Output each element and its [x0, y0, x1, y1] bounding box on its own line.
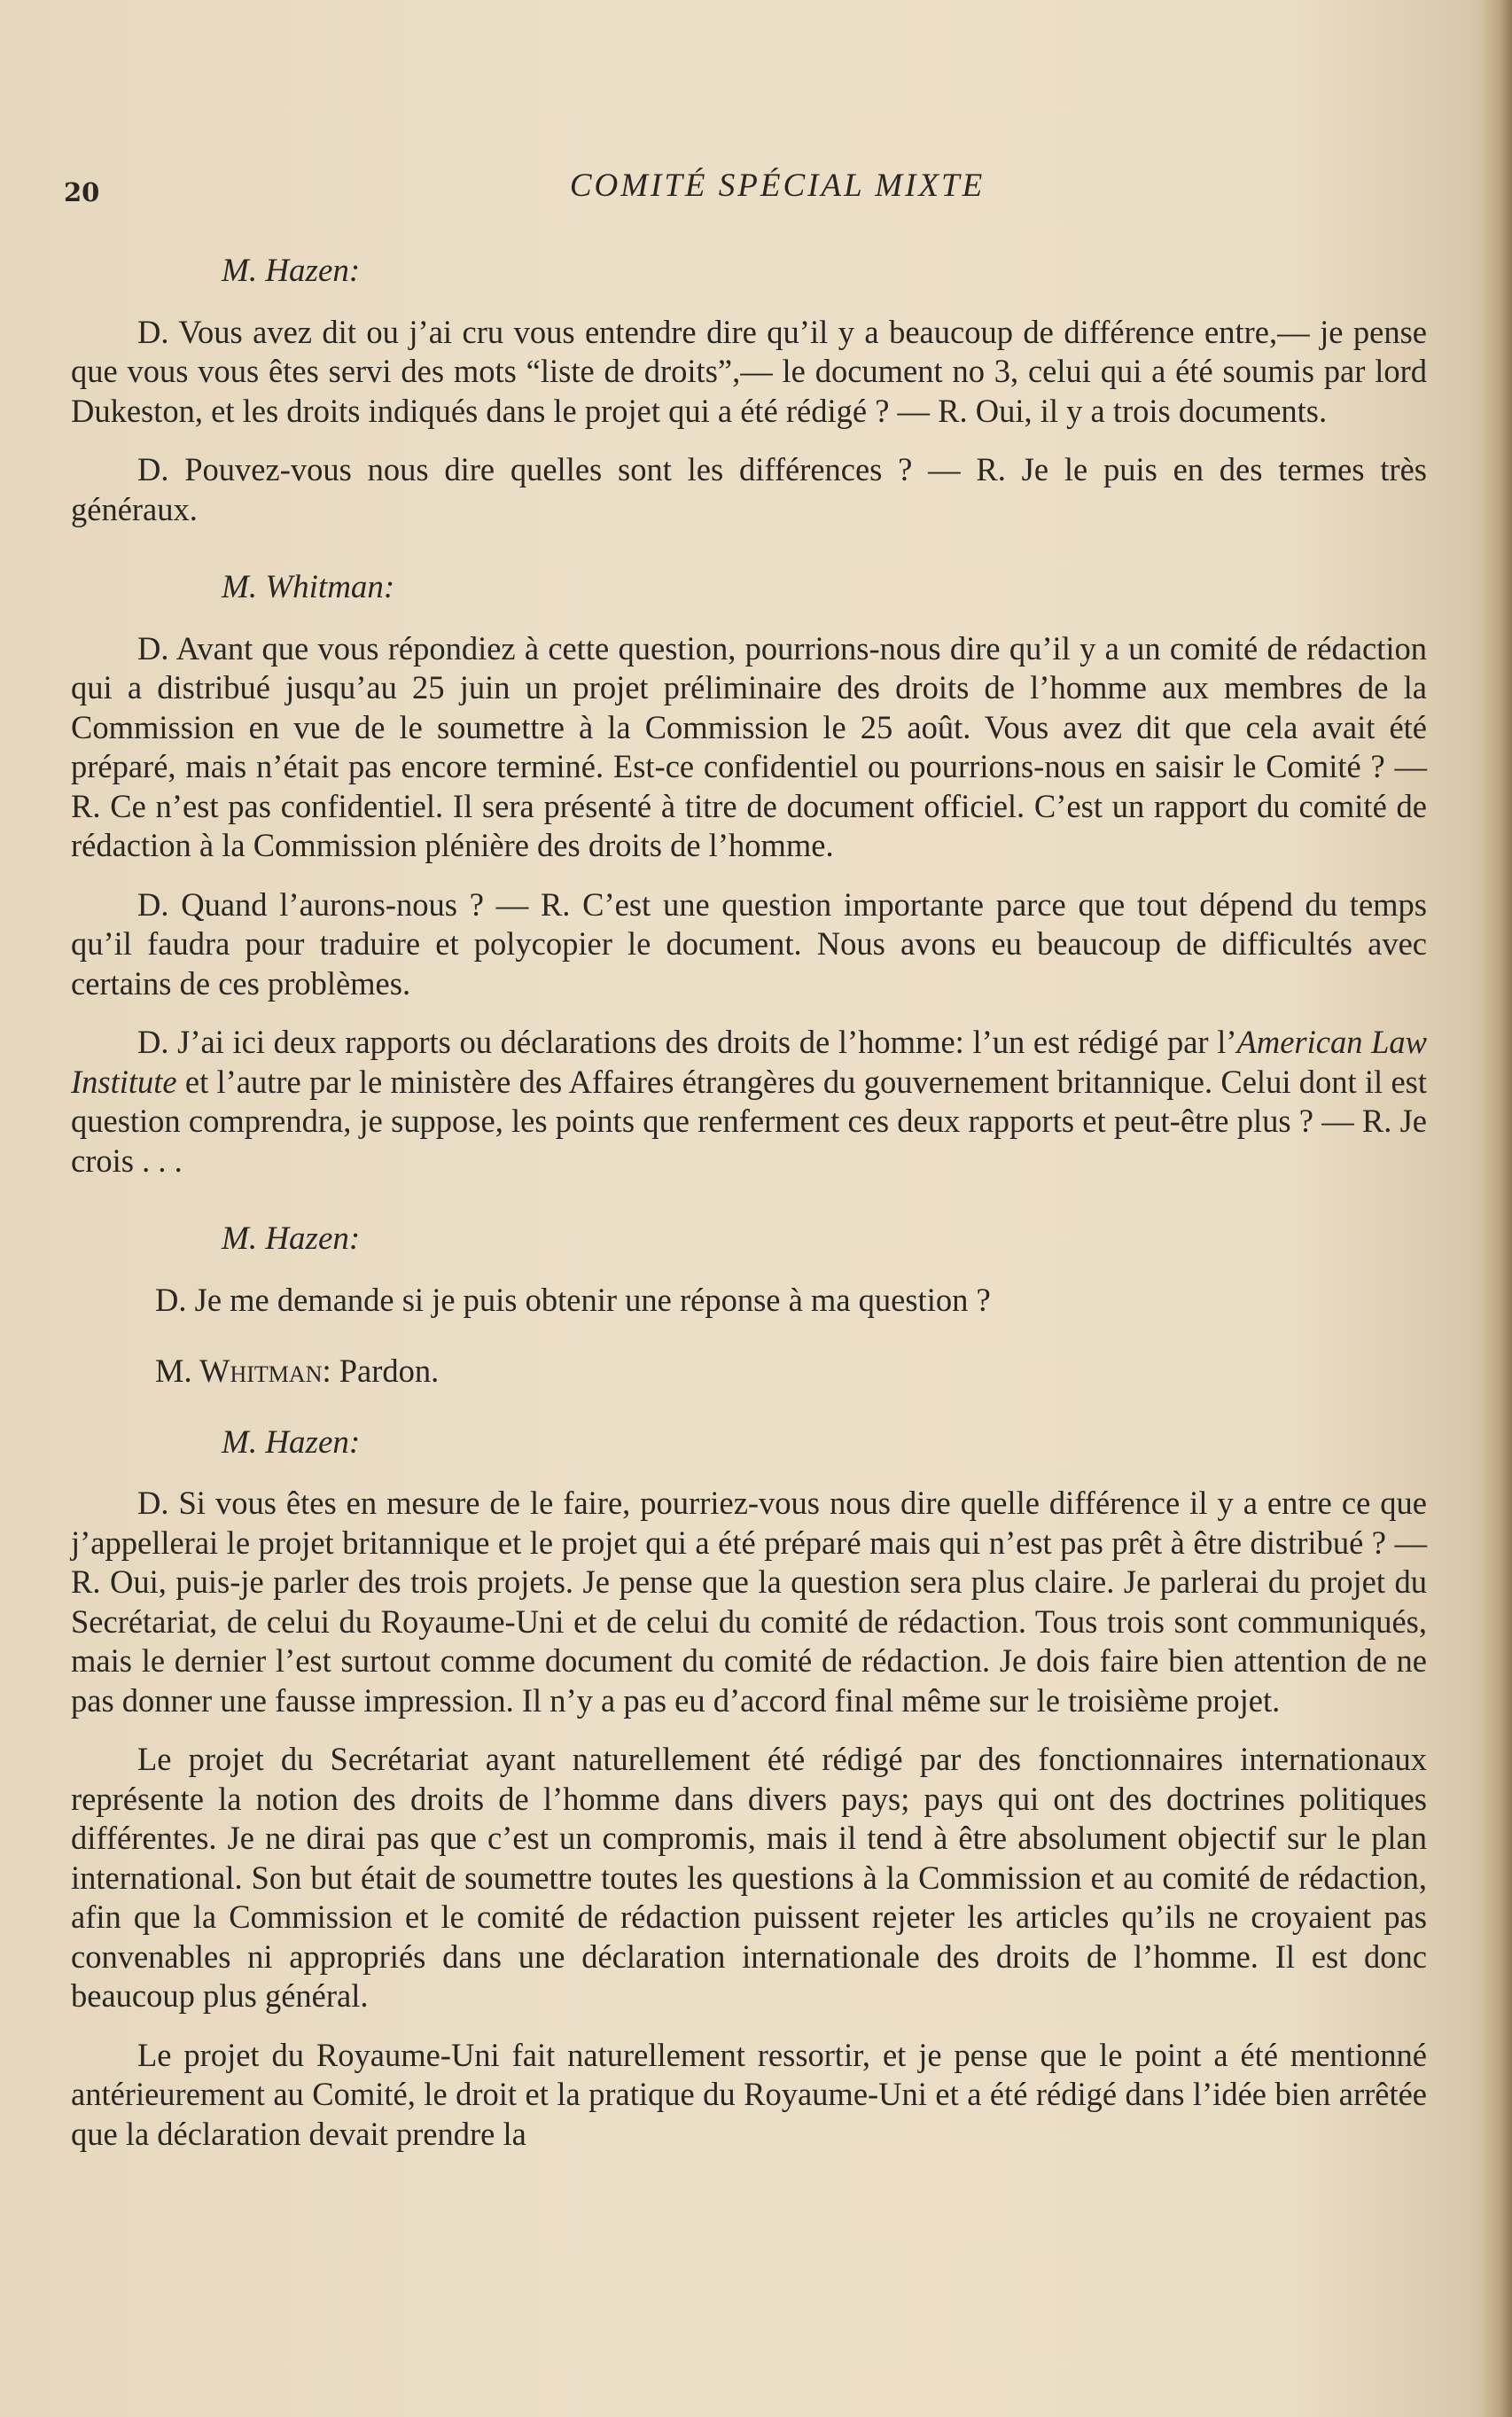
speaker-label: M. Hazen:	[222, 1220, 361, 1257]
paragraph-text: et l’autre par le ministère des Affaires étrangères du gouvernement britannique. Celui dont il est question comprendra, je suppose, les points que renferment ces deux rapports et peut-être plus ? — R. Je crois . . .	[71, 1063, 1427, 1179]
institution-name: American Law Institute	[71, 1024, 1428, 1100]
page-body	[71, 252, 1427, 2173]
paragraph: Le projet du Secrétariat ayant naturellement été rédigé par des fonctionnaires internationaux représente la notion des droits de l’homme dans divers pays; pays qui ont des doctrines politiques différentes. Je ne dirai pas que c’est un compromis, mais il tend à être absolument objectif sur le plan international. Son but était de soumettre toutes les questions à la Commission et au comité de rédaction, afin que la Commission et le comité de rédaction puissent rejeter les articles qu’ils ne croyaient pas convenables ni appropriés dans une déclaration internationale des droits de l’homme. Il est donc beaucoup plus général.	[71, 1741, 1427, 2014]
paragraph: D. Si vous êtes en mesure de le faire, pourriez-vous nous dire quelle différence il y a entre ce que j’appellerai le projet britannique et le projet qui a été préparé mais qui n’est pas prêt à être distribué ? — R. Oui, puis-je parler des trois projets. Je pense que la question sera plus claire. Je parlerai du projet du Secrétariat, de celui du Royaume-Uni et de celui du comité de rédaction. Tous trois sont communiqués, mais le dernier l’est surtout comme document du comité de rédaction. Je dois faire bien attention de ne pas donner une fausse impression. Il n’y a pas eu d’accord final même sur le troisième projet.	[71, 1485, 1427, 1719]
speaker-label: M. Whitman:	[222, 569, 395, 605]
paragraph: D. Vous avez dit ou j’ai cru vous entendre dire qu’il y a beaucoup de différence entre,— je pense que vous vous êtes servi des mots “liste de droits”,— le document no 3, celui qui a été soumis par lord Dukeston, et les droits indiqués dans le projet qui a été rédigé ? — R. Oui, il y a trois documents.	[71, 313, 1427, 429]
paragraph	[71, 1352, 1427, 1392]
page-edge	[1482, 0, 1512, 2417]
page-header	[64, 167, 1429, 211]
speaker-label: M. Hazen:	[222, 253, 361, 289]
paragraph-text: : Pardon.	[322, 1353, 440, 1389]
paragraph: D. Pouvez-vous nous dire quelles sont les différences ? — R. Je le puis en des termes très généraux.	[71, 451, 1427, 527]
speaker-name: M. Whitman	[155, 1353, 323, 1389]
paragraph: D. Avant que vous répondiez à cette question, pourrions-nous dire qu’il y a un comité de rédaction qui a distribué jusqu’au 25 juin un projet préliminaire des droits de l’homme aux membres de la Commission en vue de le soumettre à la Commission le 25 août. Vous avez dit que cela avait été préparé, mais n’était pas encore terminé. Est-ce confidentiel ou pourrions-nous en saisir le Comité ? — R. Ce n’est pas confidentiel. Il sera présenté à titre de document officiel. C’est un rapport du comité de rédaction à la Commission plénière des droits de l’homme.	[71, 629, 1427, 863]
paragraph	[71, 1023, 1427, 1181]
paragraph-text: D. J’ai ici deux rapports ou déclarations des droits de l’homme: l’un est rédigé par l’	[137, 1024, 1237, 1060]
page-number: 20	[64, 177, 100, 207]
paragraph: D. Je me demande si je puis obtenir une réponse à ma question ?	[155, 1281, 991, 1318]
paragraph: Le projet du Royaume-Uni fait naturellement ressortir, et je pense que le point a été mentionné antérieurement au Comité, le droit et la pratique du Royaume-Uni et a été rédigé dans l’idée bien arrêtée que la déclaration devait prendre la	[71, 2036, 1427, 2152]
running-head: COMITÉ SPÉCIAL MIXTE	[569, 168, 986, 204]
speaker-label: M. Hazen:	[222, 1423, 361, 1461]
paragraph: D. Quand l’aurons-nous ? — R. C’est une question importante parce que tout dépend du temps qu’il faudra pour traduire et polycopier le document. Nous avons eu beaucoup de difficultés avec certains de ces problèmes.	[71, 885, 1427, 1002]
